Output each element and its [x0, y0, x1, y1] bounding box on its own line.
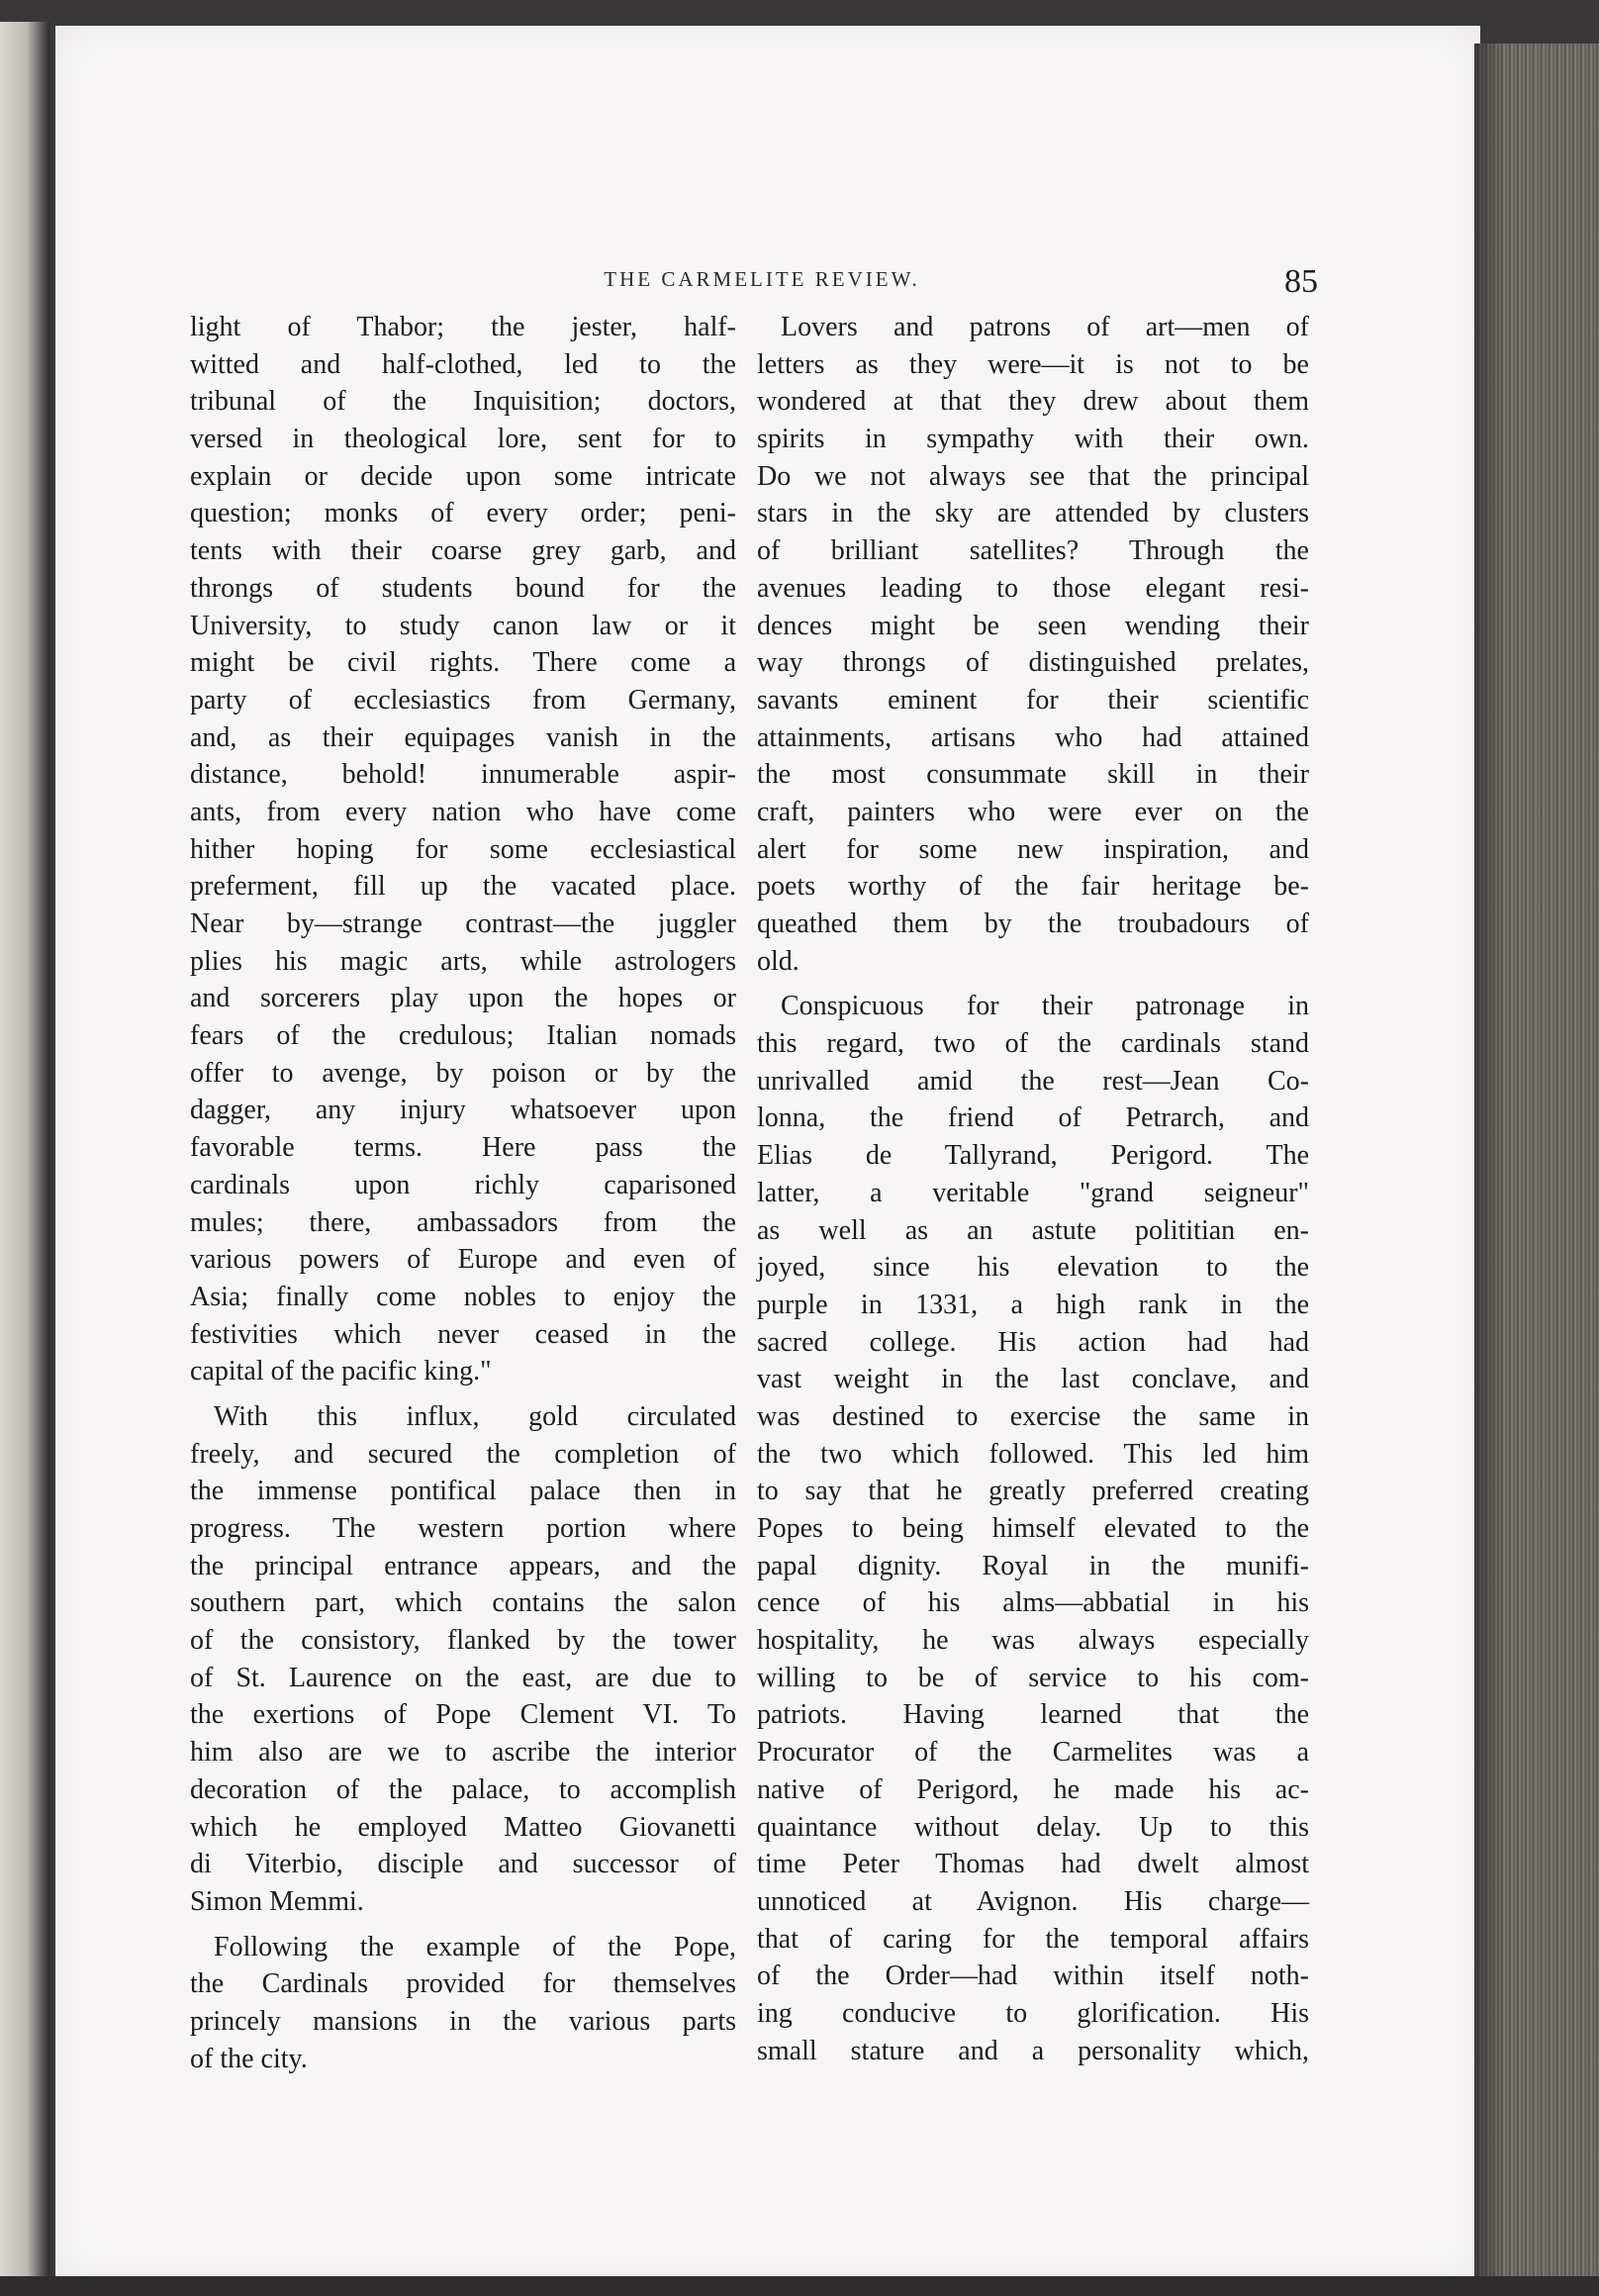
paragraph-gap [190, 1921, 736, 1929]
text-line: and, as their equipages vanish in the [190, 721, 736, 753]
text-line: him also are we to ascribe the interior [190, 1737, 736, 1769]
text-line: sacred college. His action had had [757, 1326, 1309, 1358]
text-line: With this influx, gold circulated [214, 1400, 736, 1432]
text-line: to say that he greatly preferred creating [757, 1476, 1309, 1507]
text-line: Popes to being himself elevated to the [757, 1513, 1309, 1544]
text-line: light of Thabor; the jester, half- [190, 312, 736, 342]
running-head: THE CARMELITE REVIEW. [604, 267, 920, 291]
text-line: freely, and secured the completion of [190, 1438, 736, 1470]
text-line: Do we not always see that the principal [757, 460, 1309, 492]
text-line: the Cardinals provided for themselves [190, 1968, 736, 2000]
text-line: hither hoping for some ecclesiastical [190, 833, 736, 865]
text-line: University, to study canon law or it [190, 610, 736, 641]
text-line: ing conducive to glorification. His [757, 1997, 1309, 2029]
text-line: attainments, artisans who had attained [757, 721, 1309, 753]
text-line: savants eminent for their scientific [757, 684, 1309, 716]
book-edge-shadow [1474, 44, 1504, 2296]
text-line: vast weight in the last conclave, and [757, 1364, 1309, 1395]
text-line: question; monks of every order; peni- [190, 498, 736, 529]
text-column-right [757, 309, 1309, 2069]
text-line: decoration of the palace, to accomplish [190, 1773, 736, 1805]
text-line: latter, a veritable "grand seigneur" [757, 1177, 1309, 1208]
text-line: willing to be of service to his com- [757, 1662, 1309, 1693]
text-line: patriots. Having learned that the [757, 1699, 1309, 1731]
text-line: progress. The western portion where [190, 1513, 736, 1544]
text-line: throngs of students bound for the [190, 572, 736, 604]
text-line: offer to avenge, by poison or by the [190, 1057, 736, 1089]
text-line: Following the example of the Pope, [214, 1931, 736, 1962]
text-line: of St. Laurence on the east, are due to [190, 1662, 736, 1693]
text-line: Elias de Tallyrand, Perigord. The [757, 1140, 1309, 1172]
text-line: time Peter Thomas had dwelt almost [757, 1849, 1309, 1880]
text-line: Asia; finally come nobles to enjoy the [190, 1281, 736, 1312]
text-line: the principal entrance appears, and the [190, 1550, 736, 1581]
text-line: explain or decide upon some intricate [190, 460, 736, 492]
paragraph-gap [757, 980, 1309, 988]
text-line: cardinals upon richly caparisoned [190, 1169, 736, 1200]
text-line: small stature and a personality which, [757, 2035, 1309, 2066]
text-line: of brilliant satellites? Through the [757, 535, 1309, 567]
left-page-edge [0, 22, 49, 2288]
text-line: versed in theological lore, sent for to [190, 424, 736, 455]
text-line: Conspicuous for their patronage in [781, 991, 1309, 1022]
text-line: poets worthy of the fair heritage be- [757, 871, 1309, 903]
text-line: hospitality, he was always especially [757, 1625, 1309, 1657]
page-number: 85 [1284, 263, 1318, 300]
text-line: purple in 1331, a high rank in the [757, 1289, 1309, 1320]
text-line: craft, painters who were ever on the [757, 796, 1309, 827]
text-line: distance, behold! innumerable aspir- [190, 759, 736, 791]
text-line: tribunal of the Inquisition; doctors, [190, 386, 736, 418]
text-line: joyed, since his elevation to the [757, 1252, 1309, 1284]
text-line: way throngs of distinguished prelates, [757, 647, 1309, 679]
paragraph-gap [190, 1390, 736, 1398]
text-line: unrivalled amid the rest—Jean Co- [757, 1065, 1309, 1097]
text-line: the exertions of Pope Clement VI. To [190, 1699, 736, 1731]
text-line: fears of the credulous; Italian nomads [190, 1020, 736, 1052]
text-line: di Viterbio, disciple and successor of [190, 1849, 736, 1880]
bottom-edge [0, 2276, 1599, 2296]
text-line: favorable terms. Here pass the [190, 1132, 736, 1164]
text-line: spirits in sympathy with their own. [757, 424, 1309, 455]
text-line: various powers of Europe and even of [190, 1244, 736, 1276]
text-line: queathed them by the troubadours of [757, 909, 1309, 939]
text-line: stars in the sky are attended by clusters [757, 498, 1309, 529]
text-line: the two which followed. This led him [757, 1438, 1309, 1470]
text-line: alert for some new inspiration, and [757, 833, 1309, 865]
text-line: Lovers and patrons of art—men of [781, 312, 1309, 342]
text-line: old. [757, 945, 800, 977]
text-line: the most consummate skill in their [757, 759, 1309, 791]
text-line: avenues leading to those elegant resi- [757, 572, 1309, 604]
text-line: Near by—strange contrast—the juggler [190, 909, 736, 939]
text-line: wondered at that they drew about them [757, 386, 1309, 418]
text-line: that of caring for the temporal affairs [757, 1923, 1309, 1955]
text-line: Simon Memmi. [190, 1885, 364, 1917]
text-line: party of ecclesiastics from Germany, [190, 684, 736, 716]
text-line: princely mansions in the various parts [190, 2005, 736, 2037]
text-line: plies his magic arts, while astrologers [190, 945, 736, 977]
text-column-left [190, 309, 736, 2077]
text-line: quaintance without delay. Up to this [757, 1811, 1309, 1843]
text-line: Procurator of the Carmelites was a [757, 1737, 1309, 1769]
text-line: cence of his alms—abbatial in his [757, 1587, 1309, 1619]
text-line: unnoticed at Avignon. His charge— [757, 1885, 1309, 1917]
text-line: festivities which never ceased in the [190, 1318, 736, 1350]
text-line: the immense pontifical palace then in [190, 1476, 736, 1507]
text-line: native of Perigord, he made his ac- [757, 1773, 1309, 1805]
text-line: as well as an astute polititian en- [757, 1214, 1309, 1246]
text-line: southern part, which contains the salon [190, 1587, 736, 1619]
text-line: of the consistory, flanked by the tower [190, 1625, 736, 1657]
text-line: preferment, fill up the vacated place. [190, 871, 736, 903]
text-line: mules; there, ambassadors from the [190, 1206, 736, 1238]
text-line: capital of the pacific king." [190, 1356, 492, 1387]
text-line: of the city. [190, 2043, 308, 2074]
text-line: lonna, the friend of Petrarch, and [757, 1102, 1309, 1134]
text-line: dagger, any injury whatsoever upon [190, 1095, 736, 1126]
text-line: and sorcerers play upon the hopes or [190, 983, 736, 1014]
text-line: letters as they were—it is not to be [757, 348, 1309, 380]
text-line: was destined to exercise the same in [757, 1400, 1309, 1432]
text-line: this regard, two of the cardinals stand [757, 1028, 1309, 1060]
text-line: papal dignity. Royal in the munifi- [757, 1550, 1309, 1581]
text-line: might be civil rights. There come a [190, 647, 736, 679]
text-line: of the Order—had within itself noth- [757, 1961, 1309, 1992]
text-line: dences might be seen wending their [757, 610, 1309, 641]
text-line: tents with their coarse grey garb, and [190, 535, 736, 567]
text-line: ants, from every nation who have come [190, 796, 736, 827]
text-line: which he employed Matteo Giovanetti [190, 1811, 736, 1843]
text-line: witted and half-clothed, led to the [190, 348, 736, 380]
